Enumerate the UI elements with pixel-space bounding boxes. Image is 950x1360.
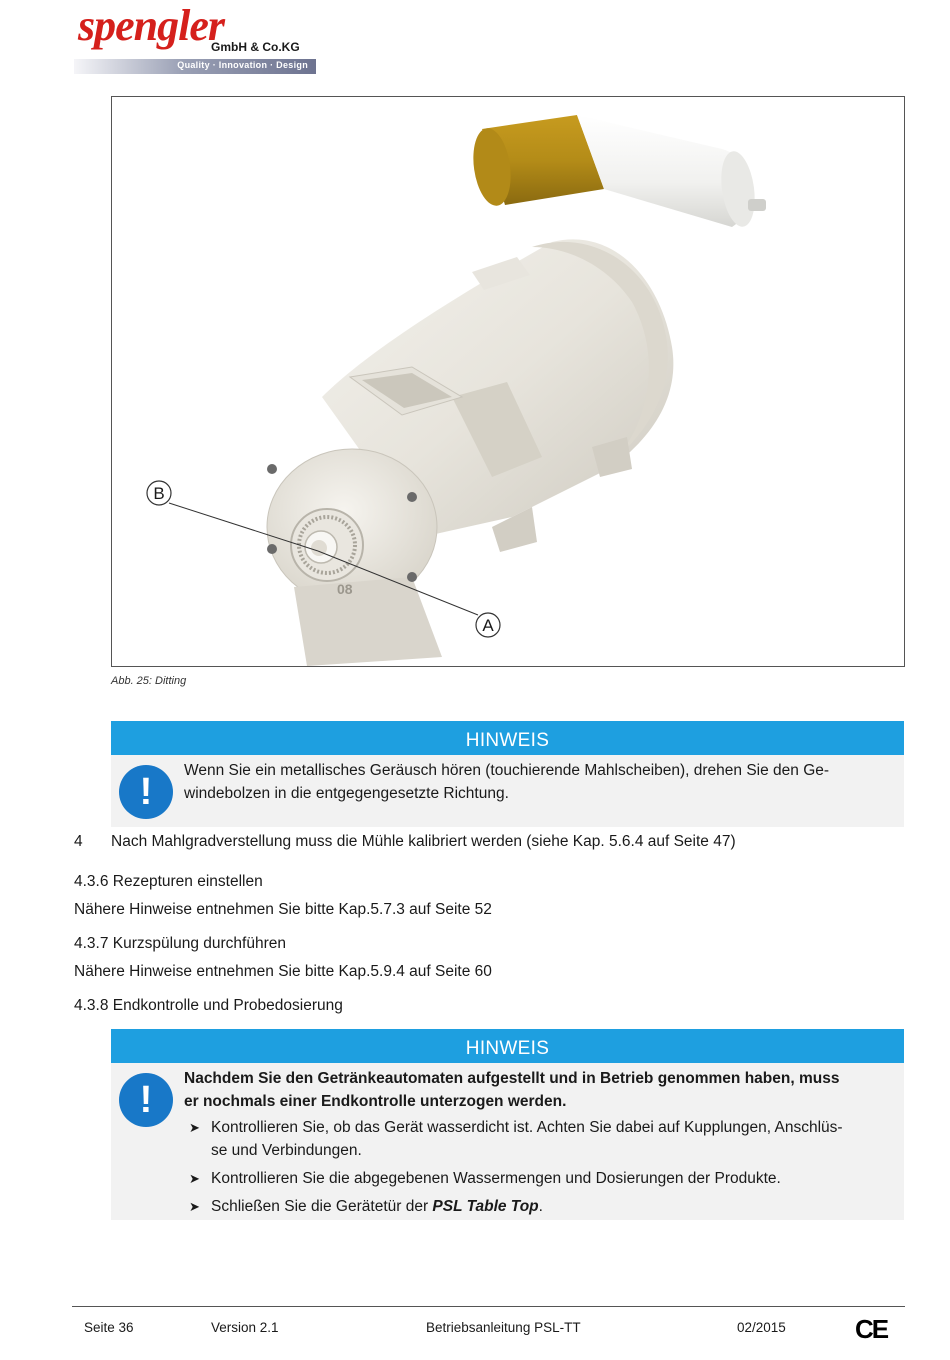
notice-heading: HINWEIS	[111, 1029, 904, 1063]
callout-b	[147, 481, 171, 505]
grinder-figure	[111, 96, 905, 667]
notice-bold-text	[184, 1067, 888, 1113]
footer-page: Seite 36	[84, 1320, 134, 1335]
company-logo	[74, 1, 316, 72]
grinder-face-plate	[267, 449, 442, 666]
grinder-illustration	[112, 97, 904, 666]
svg-text:A: A	[482, 616, 494, 635]
section-body: Nähere Hinweise entnehmen Sie bitte Kap.5.7.3 auf Seite 52	[74, 901, 492, 918]
bullet-text: Kontrollieren Sie die abgegebenen Wassermengen und Dosierungen der Produkte.	[211, 1170, 781, 1187]
footer-document-title: Betriebsanleitung PSL-TT	[426, 1320, 581, 1335]
section-heading: 4.3.7 Kurzspülung durchführen	[74, 935, 286, 952]
bullet-arrow-icon: ➤	[189, 1199, 200, 1214]
notice-text-line: Wenn Sie ein metallisches Geräusch hören (touchierende Mahlscheiben), drehen Sie den Ge-	[184, 762, 830, 779]
footer-version: Version 2.1	[211, 1320, 279, 1335]
notice-bullet	[189, 1167, 894, 1190]
notice-text-line: windebolzen in die entgegengesetzte Richtung.	[184, 785, 509, 802]
bullet-arrow-icon: ➤	[189, 1171, 200, 1186]
step-number: 4	[74, 833, 83, 850]
logo-company-name: GmbH & Co.KG	[211, 40, 300, 54]
product-name: PSL Table Top	[432, 1198, 539, 1215]
notice-text	[184, 759, 888, 805]
notice-bullet	[189, 1195, 894, 1218]
notice-box-2	[111, 1029, 904, 1220]
exclamation-icon: !	[119, 765, 173, 819]
section-heading: 4.3.6 Rezepturen einstellen	[74, 873, 263, 890]
part-marking: 08	[337, 581, 353, 597]
figure-caption: Abb. 25: Ditting	[111, 675, 187, 687]
footer-date: 02/2015	[737, 1320, 786, 1335]
capacitor-part	[469, 115, 766, 229]
notice-text-line: er nochmals einer Endkontrolle unterzogen werden.	[184, 1093, 567, 1110]
notice-box-1	[111, 721, 904, 827]
section-heading: 4.3.8 Endkontrolle und Probedosierung	[74, 997, 343, 1014]
notice-text-line: Nachdem Sie den Getränkeautomaten aufgestellt und in Betrieb genommen haben, muss	[184, 1070, 840, 1087]
bullet-text-suffix: .	[538, 1198, 543, 1215]
logo-brand-name: spengler	[78, 1, 224, 50]
exclamation-icon: !	[119, 1073, 173, 1127]
svg-text:B: B	[153, 484, 165, 503]
bullet-text: Kontrollieren Sie, ob das Gerät wasserdicht ist. Achten Sie dabei auf Kupplungen, Anschlüs-	[211, 1119, 843, 1136]
notice-heading: HINWEIS	[111, 721, 904, 755]
bullet-text-continued: se und Verbindungen.	[211, 1142, 362, 1159]
footer-divider	[72, 1306, 905, 1307]
callout-a	[476, 613, 500, 637]
section-body: Nähere Hinweise entnehmen Sie bitte Kap.5.9.4 auf Seite 60	[74, 963, 492, 980]
notice-bullet	[189, 1116, 894, 1162]
bullet-arrow-icon: ➤	[189, 1120, 200, 1135]
step-text: Nach Mahlgradverstellung muss die Mühle kalibriert werden (siehe Kap. 5.6.4 auf Seite 47)	[111, 833, 736, 850]
bullet-text: Schließen Sie die Gerätetür der	[211, 1198, 433, 1215]
logo-tagline: Quality · Innovation · Design	[177, 60, 308, 70]
ce-mark-icon: CE	[855, 1314, 888, 1344]
